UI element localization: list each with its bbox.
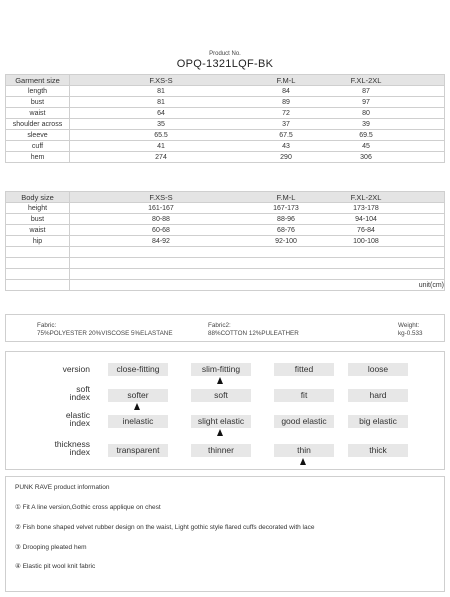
value-columns — [70, 88, 444, 95]
size-value: 92-100 — [275, 237, 297, 245]
size-header: F.XL-2XL — [350, 192, 382, 202]
size-value: 81 — [157, 98, 165, 106]
property-option: softer — [108, 389, 168, 402]
property-option: thin — [274, 444, 334, 457]
size-value: 173-178 — [353, 204, 379, 212]
table-row — [6, 130, 445, 141]
property-option: slim-fitting — [191, 363, 251, 376]
selected-indicator-icon — [300, 458, 306, 465]
size-value: 35 — [157, 120, 165, 128]
size-value: 37 — [282, 120, 290, 128]
fabric1-value: 75%POLYESTER 20%VISCOSE 5%ELASTANE — [37, 330, 173, 337]
property-label — [6, 411, 90, 427]
size-value: 60-68 — [152, 226, 170, 234]
size-value: 64 — [157, 109, 165, 117]
row-label — [6, 269, 70, 280]
row-label: hip — [6, 236, 70, 247]
property-option: big elastic — [348, 415, 408, 428]
value-columns — [70, 132, 444, 139]
selected-indicator-icon — [134, 403, 140, 410]
property-option: loose — [348, 363, 408, 376]
info-line: ③ Drooping pleated hem — [15, 544, 87, 551]
row-label: bust — [6, 214, 70, 225]
property-option: good elastic — [274, 415, 334, 428]
table-row — [6, 225, 445, 236]
size-value: 167-173 — [273, 204, 299, 212]
size-value: 88-96 — [277, 215, 295, 223]
size-header: F.XS-S — [149, 192, 173, 202]
table-row — [6, 119, 445, 130]
value-columns — [70, 227, 444, 234]
header-cell: Garment size — [6, 75, 70, 86]
property-panel — [5, 351, 445, 470]
size-value: 80 — [362, 109, 370, 117]
size-value: 67.5 — [279, 131, 293, 139]
value-columns — [70, 110, 444, 117]
value-cells — [70, 258, 445, 269]
weight-label: Weight: — [398, 322, 420, 329]
row-label: bust — [6, 97, 70, 108]
size-value: 76-84 — [357, 226, 375, 234]
value-cells — [70, 152, 445, 163]
size-value: 97 — [362, 98, 370, 106]
size-value: 65.5 — [154, 131, 168, 139]
weight-value: kg-0.533 — [398, 330, 423, 337]
info-line: ② Fish bone shaped velvet rubber design on the waist, Light gothic style flared cuffs decorated with lace — [15, 524, 315, 531]
fabric1 — [37, 322, 173, 338]
product-number-label: Product No. — [209, 51, 241, 57]
size-header: F.M-L — [276, 192, 296, 202]
weight — [398, 322, 423, 338]
unit-label: unit(cm) — [70, 280, 445, 291]
size-value: 68-76 — [277, 226, 295, 234]
property-row — [6, 359, 444, 383]
size-header: F.XS-S — [149, 75, 173, 85]
table-row — [6, 247, 445, 258]
product-header — [0, 50, 450, 70]
table-row — [6, 236, 445, 247]
table-row — [6, 269, 445, 280]
property-row — [6, 385, 444, 409]
fabric2-label: Fabric2: — [208, 322, 231, 329]
value-cells — [70, 269, 445, 280]
property-row — [6, 411, 444, 435]
property-option: slight elastic — [191, 415, 251, 428]
property-option: soft — [191, 389, 251, 402]
table-row — [6, 86, 445, 97]
value-columns — [70, 193, 444, 202]
value-columns — [70, 154, 444, 161]
property-option: thick — [348, 444, 408, 457]
row-label: waist — [6, 225, 70, 236]
value-cells — [70, 97, 445, 108]
product-info-panel — [5, 476, 445, 592]
size-value: 81 — [157, 87, 165, 95]
info-title: PUNK RAVE product information — [15, 484, 110, 491]
table-row — [6, 258, 445, 269]
info-line: ④ Elastic pit wool knit fabric — [15, 563, 96, 570]
property-option: inelastic — [108, 415, 168, 428]
table-row — [6, 214, 445, 225]
size-value: 94-104 — [355, 215, 377, 223]
property-row — [6, 440, 444, 464]
fabric-panel — [5, 314, 445, 342]
property-option: transparent — [108, 444, 168, 457]
value-columns — [70, 76, 444, 85]
property-label — [6, 385, 90, 401]
size-value: 161-167 — [148, 204, 174, 212]
value-cells — [70, 119, 445, 130]
selected-indicator-icon — [217, 429, 223, 436]
row-label: hem — [6, 152, 70, 163]
property-label-line: index — [69, 447, 90, 457]
size-value: 89 — [282, 98, 290, 106]
value-columns — [70, 205, 444, 212]
value-columns — [70, 121, 444, 128]
size-value: 84 — [282, 87, 290, 95]
property-label-line: index — [69, 418, 90, 428]
info-line: ① Fit A line version,Gothic cross applique on chest — [15, 504, 161, 511]
value-columns — [70, 143, 444, 150]
value-cells — [70, 141, 445, 152]
size-value: 39 — [362, 120, 370, 128]
property-option: close-fitting — [108, 363, 168, 376]
product-code: OPQ-1321LQF-BK — [176, 58, 274, 70]
table-header-row — [6, 75, 445, 86]
value-cells — [70, 192, 445, 203]
property-label — [6, 365, 90, 373]
size-value: 41 — [157, 142, 165, 150]
value-cells — [70, 86, 445, 97]
size-value: 69.5 — [359, 131, 373, 139]
row-label: cuff — [6, 141, 70, 152]
value-cells — [70, 130, 445, 141]
table-row — [6, 152, 445, 163]
value-cells — [70, 203, 445, 214]
size-value: 43 — [282, 142, 290, 150]
value-cells — [70, 225, 445, 236]
empty-cell — [6, 280, 70, 291]
value-cells — [70, 236, 445, 247]
size-value: 84-92 — [152, 237, 170, 245]
size-value: 80-88 — [152, 215, 170, 223]
row-label: height — [6, 203, 70, 214]
table-row — [6, 141, 445, 152]
table-header-row — [6, 192, 445, 203]
body-size-table — [5, 191, 445, 291]
header-cell: Body size — [6, 192, 70, 203]
property-label — [6, 440, 90, 456]
row-label: waist — [6, 108, 70, 119]
property-option: fit — [274, 389, 334, 402]
property-label-line: version — [62, 364, 90, 374]
value-cells — [70, 75, 445, 86]
row-label: length — [6, 86, 70, 97]
size-value: 72 — [282, 109, 290, 117]
size-value: 100-108 — [353, 237, 379, 245]
table-row — [6, 108, 445, 119]
value-cells — [70, 214, 445, 225]
property-option: thinner — [191, 444, 251, 457]
fabric2-value: 88%COTTON 12%PULEATHER — [208, 330, 299, 337]
property-label-line: soft — [76, 384, 90, 394]
size-header: F.M-L — [276, 75, 296, 85]
property-label-line: thickness — [54, 439, 90, 449]
fabric2 — [208, 322, 299, 338]
property-label-line: index — [69, 392, 90, 402]
table-row — [6, 203, 445, 214]
value-cells — [70, 108, 445, 119]
fabric1-label: Fabric: — [37, 322, 57, 329]
value-columns — [70, 216, 444, 223]
size-value: 274 — [155, 153, 167, 161]
row-label: shoulder across — [6, 119, 70, 130]
property-label-line: elastic — [65, 410, 90, 420]
unit-row — [6, 280, 445, 291]
size-value: 45 — [362, 142, 370, 150]
size-value: 306 — [360, 153, 372, 161]
size-value: 290 — [280, 153, 292, 161]
value-columns — [70, 238, 444, 245]
size-header: F.XL-2XL — [350, 75, 382, 85]
property-option: hard — [348, 389, 408, 402]
property-option: fitted — [274, 363, 334, 376]
selected-indicator-icon — [217, 377, 223, 384]
row-label: sleeve — [6, 130, 70, 141]
value-columns — [70, 99, 444, 106]
row-label — [6, 247, 70, 258]
row-label — [6, 258, 70, 269]
size-value: 87 — [362, 87, 370, 95]
table-row — [6, 97, 445, 108]
garment-size-table — [5, 74, 445, 163]
value-cells — [70, 247, 445, 258]
